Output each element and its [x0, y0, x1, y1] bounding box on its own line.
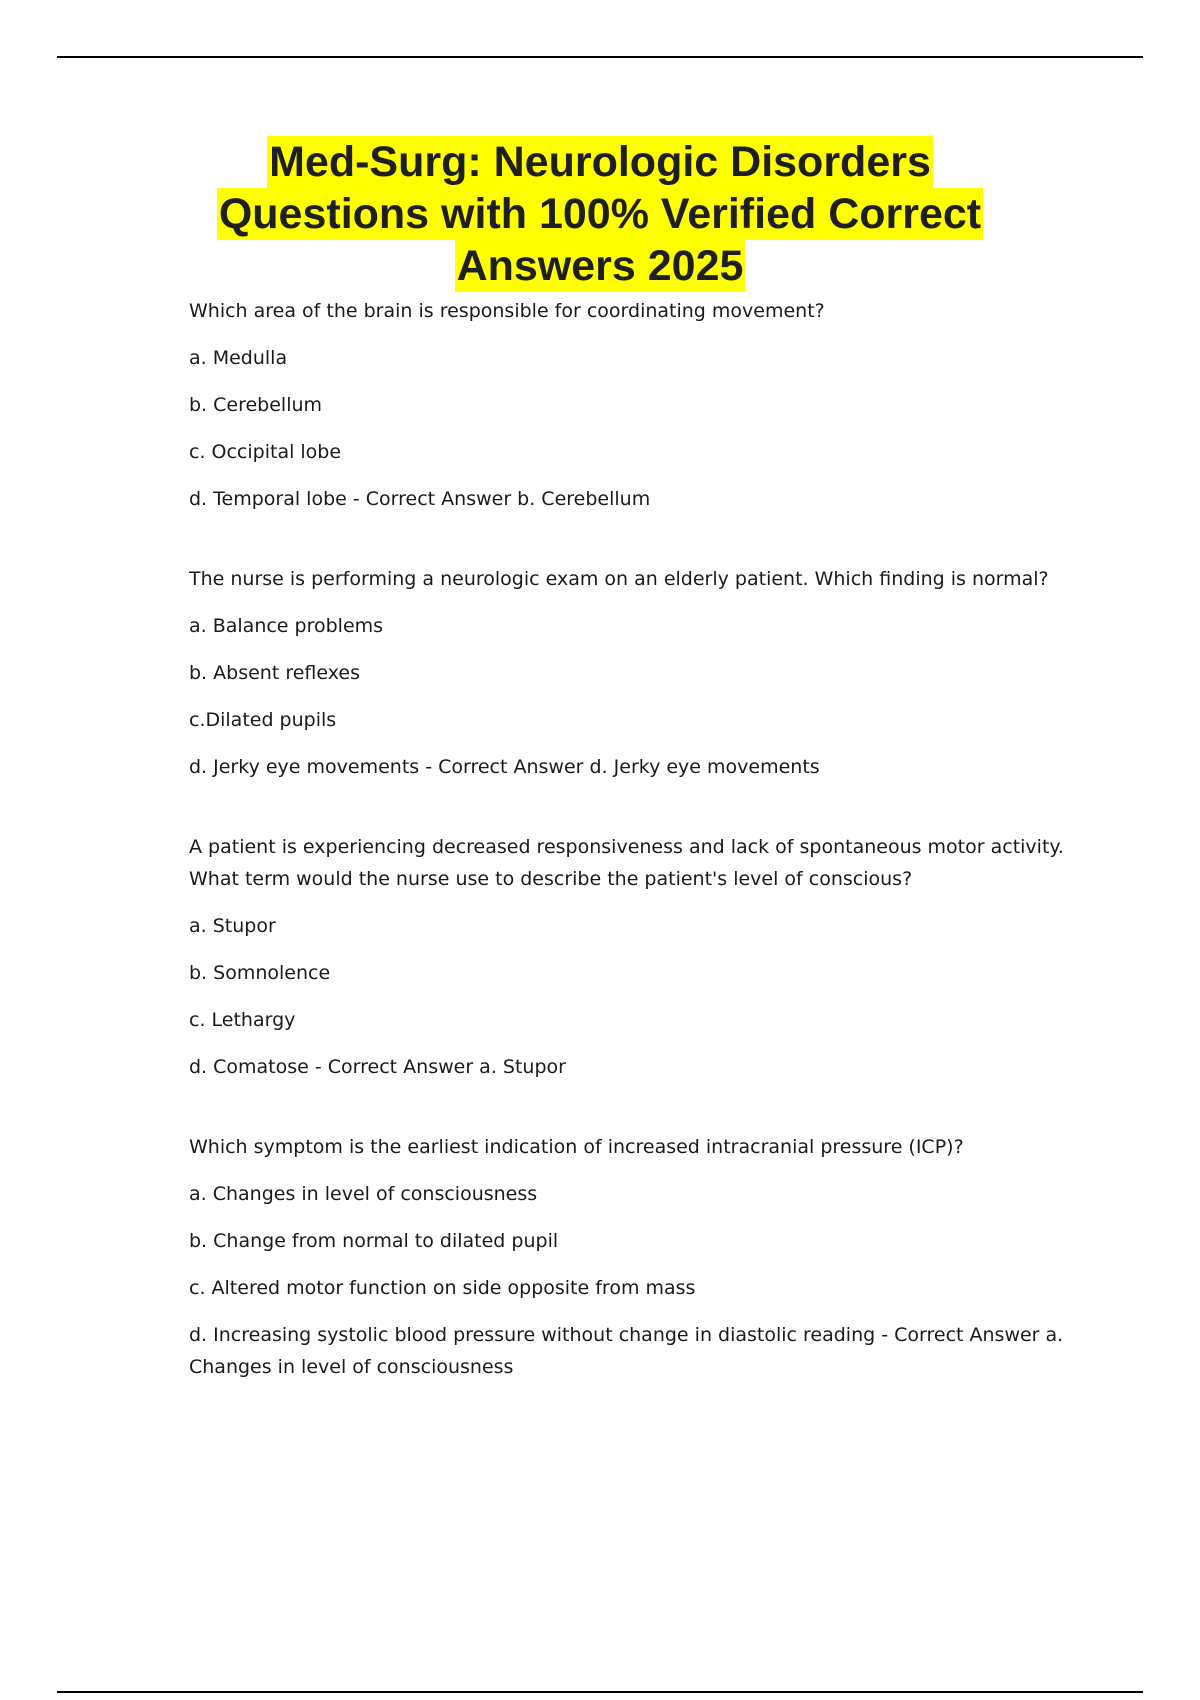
option-c: c. Lethargy	[189, 1009, 296, 1031]
option-a: a. Medulla	[189, 347, 288, 369]
option-d-with-answer: d. Jerky eye movements - Correct Answer d. Jerky eye movements	[189, 756, 820, 778]
top-rule	[57, 56, 1143, 58]
option-d-with-answer: d. Increasing systolic blood pressure without change in diastolic reading - Correct Answer a. Changes in level of consciousness	[189, 1324, 1064, 1378]
title-line-2: Questions with 100% Verified Correct	[218, 190, 982, 238]
option-d-with-answer: d. Temporal lobe - Correct Answer b. Cerebellum	[189, 488, 651, 510]
question-text: The nurse is performing a neurologic exam on an elderly patient. Which finding is normal?	[189, 568, 1049, 590]
question-4	[189, 1131, 1069, 1383]
option-a: a. Stupor	[189, 915, 276, 937]
question-text: Which symptom is the earliest indication of increased intracranial pressure (ICP)?	[189, 1136, 964, 1158]
question-3	[189, 831, 1069, 1083]
option-d-with-answer: d. Comatose - Correct Answer a. Stupor	[189, 1056, 566, 1078]
question-1	[189, 295, 1069, 515]
question-2	[189, 563, 1069, 783]
bottom-rule	[57, 1691, 1143, 1693]
option-a: a. Changes in level of consciousness	[189, 1183, 538, 1205]
option-c: c. Occipital lobe	[189, 441, 342, 463]
title-line-3: Answers 2025	[456, 242, 744, 290]
option-c: c. Altered motor function on side opposite from mass	[189, 1277, 696, 1299]
option-b: b. Somnolence	[189, 962, 331, 984]
document-title	[0, 136, 1200, 292]
title-line-1: Med-Surg: Neurologic Disorders	[269, 138, 931, 186]
option-b: b. Absent reflexes	[189, 662, 360, 684]
option-c: c.Dilated pupils	[189, 709, 337, 731]
option-b: b. Change from normal to dilated pupil	[189, 1230, 559, 1252]
question-list	[189, 295, 1069, 1398]
option-a: a. Balance problems	[189, 615, 384, 637]
question-text: A patient is experiencing decreased responsiveness and lack of spontaneous motor activity. What term would the nurse use to describe the patient's level of conscious?	[189, 836, 1064, 890]
option-b: b. Cerebellum	[189, 394, 323, 416]
question-text: Which area of the brain is responsible for coordinating movement?	[189, 300, 825, 322]
